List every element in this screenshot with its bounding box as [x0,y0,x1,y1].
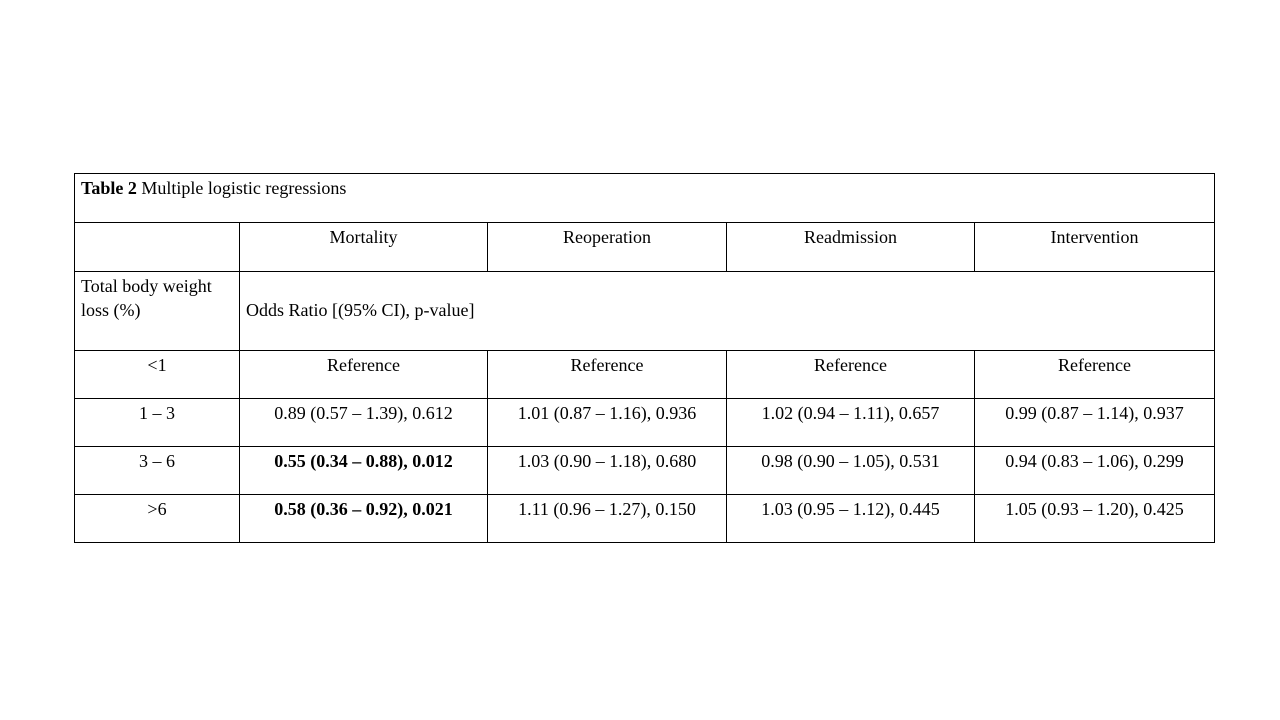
row-label: >6 [75,495,240,543]
column-header-row [75,223,1215,272]
table-number: Table 2 [81,178,137,198]
header-cell-readmission: Readmission [727,223,975,272]
row-label: 1 – 3 [75,399,240,447]
table-row [75,495,1215,543]
header-cell-mortality: Mortality [240,223,488,272]
cell-readmission: 0.98 (0.90 – 1.05), 0.531 [727,447,975,495]
cell-intervention: 1.05 (0.93 – 1.20), 0.425 [975,495,1215,543]
table-row [75,351,1215,399]
cell-reoperation: Reference [488,351,727,399]
table-title: Multiple logistic regressions [141,178,347,198]
group-note: Odds Ratio [(95% CI), p-value] [240,272,1215,351]
header-cell-empty [75,223,240,272]
cell-readmission: 1.03 (0.95 – 1.12), 0.445 [727,495,975,543]
table-caption [75,174,1215,223]
cell-reoperation: 1.03 (0.90 – 1.18), 0.680 [488,447,727,495]
group-label: Total body weight loss (%) [75,272,240,351]
table-title-row [75,174,1215,223]
cell-mortality: 0.89 (0.57 – 1.39), 0.612 [240,399,488,447]
cell-mortality: Reference [240,351,488,399]
table-row [75,447,1215,495]
cell-mortality: 0.58 (0.36 – 0.92), 0.021 [240,495,488,543]
table-row [75,399,1215,447]
cell-readmission: 1.02 (0.94 – 1.11), 0.657 [727,399,975,447]
cell-mortality: 0.55 (0.34 – 0.88), 0.012 [240,447,488,495]
cell-readmission: Reference [727,351,975,399]
results-table [74,173,1215,543]
header-cell-reoperation: Reoperation [488,223,727,272]
row-label: <1 [75,351,240,399]
cell-intervention: 0.94 (0.83 – 1.06), 0.299 [975,447,1215,495]
cell-reoperation: 1.01 (0.87 – 1.16), 0.936 [488,399,727,447]
cell-intervention: 0.99 (0.87 – 1.14), 0.937 [975,399,1215,447]
cell-reoperation: 1.11 (0.96 – 1.27), 0.150 [488,495,727,543]
cell-intervention: Reference [975,351,1215,399]
group-header-row [75,272,1215,351]
header-cell-intervention: Intervention [975,223,1215,272]
row-label: 3 – 6 [75,447,240,495]
